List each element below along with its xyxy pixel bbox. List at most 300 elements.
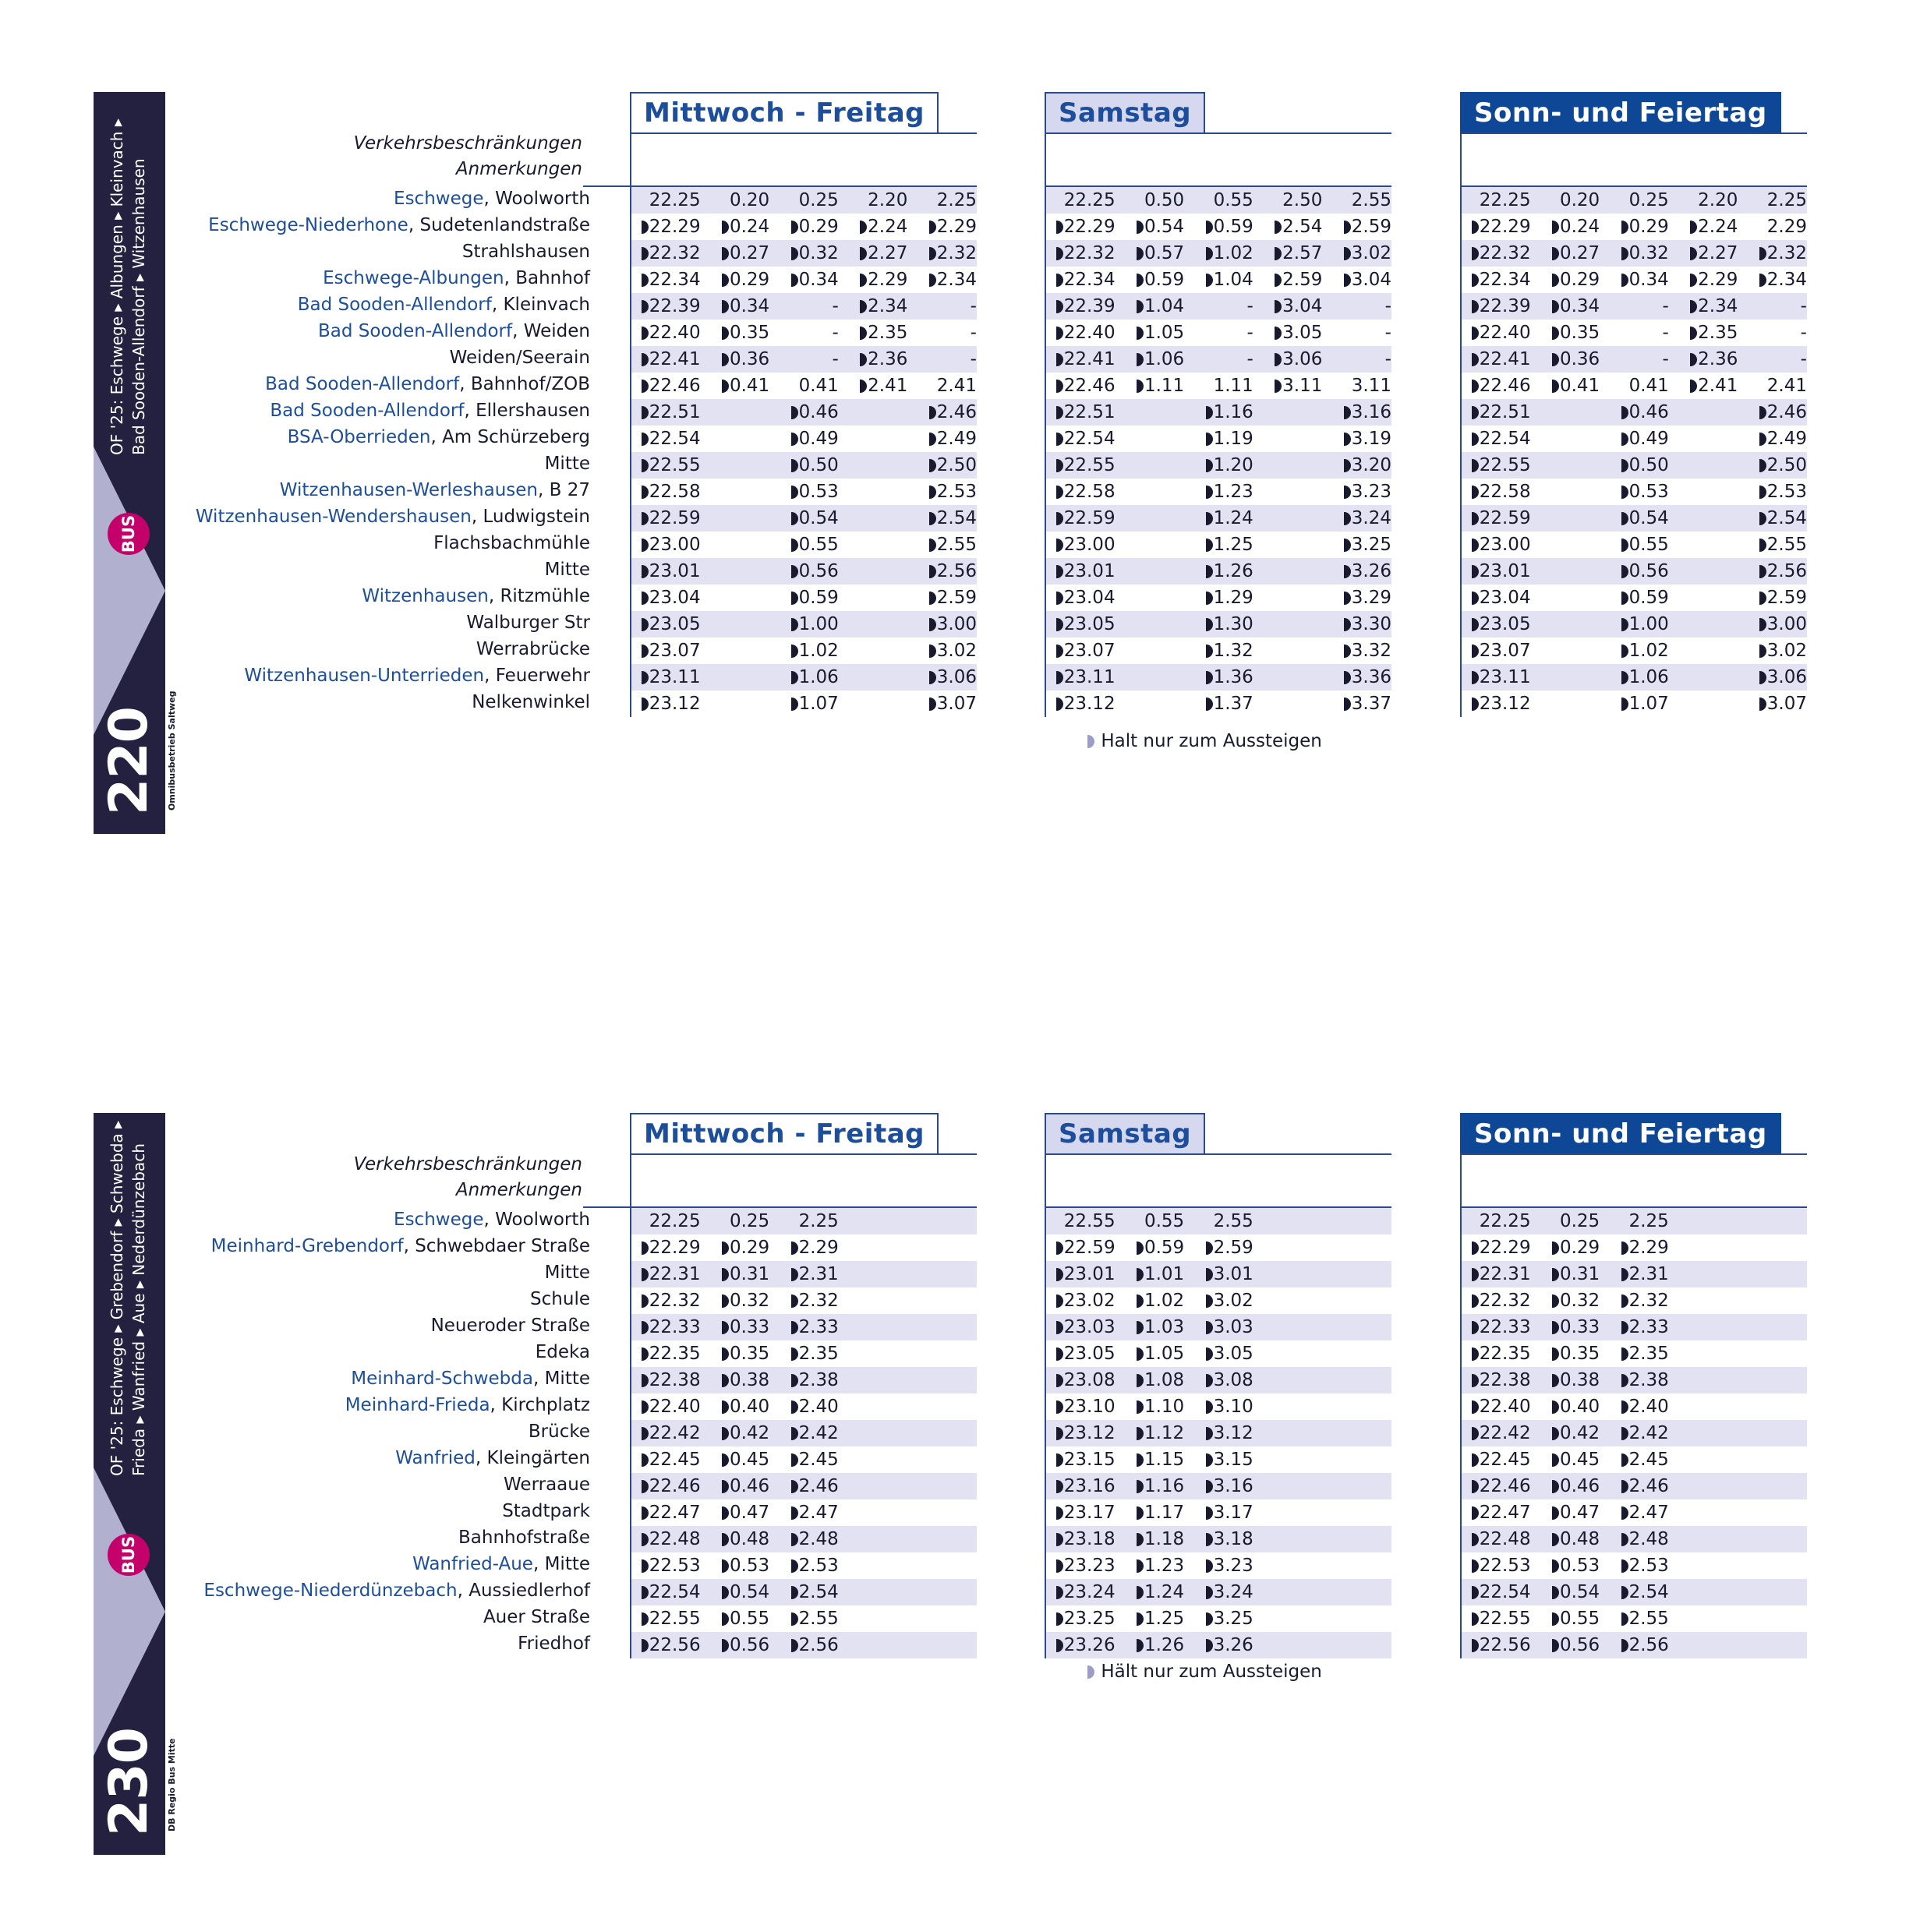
time-cell — [769, 452, 839, 479]
time-cell — [1322, 505, 1391, 532]
time-cell — [839, 426, 908, 452]
time-value: 22.38 — [649, 1370, 701, 1390]
time-value: 2.24 — [868, 217, 908, 237]
time-cell — [631, 1261, 701, 1287]
time-value: 23.07 — [1063, 641, 1116, 661]
time-value: 0.46 — [1559, 1476, 1600, 1496]
half-moon-icon — [1206, 274, 1213, 287]
time-cell — [1253, 585, 1323, 611]
table-row — [1046, 532, 1391, 558]
time-cell — [839, 452, 908, 479]
half-moon-icon — [791, 645, 798, 658]
table-row — [1462, 1287, 1807, 1314]
time-value: 0.34 — [1628, 270, 1669, 290]
time-cell — [701, 1287, 770, 1314]
time-value: 2.59 — [1766, 588, 1807, 608]
time-value: 1.29 — [1213, 588, 1253, 608]
half-moon-icon — [1344, 406, 1351, 419]
time-value: 1.12 — [1144, 1423, 1185, 1443]
half-moon-icon — [1472, 671, 1479, 684]
table-row — [631, 479, 977, 505]
restrictions-label: Verkehrsbeschränkungen — [353, 1154, 582, 1174]
day-type-header: Samstag — [1045, 1113, 1205, 1153]
half-moon-icon — [1759, 592, 1766, 605]
time-value: 23.17 — [1063, 1503, 1116, 1523]
time-cell — [1046, 1420, 1116, 1446]
table-row — [631, 1340, 977, 1367]
stop-place: Brücke — [528, 1422, 590, 1442]
half-moon-icon — [1137, 1586, 1144, 1599]
time-cell — [631, 638, 701, 664]
time-cell — [1116, 1446, 1185, 1473]
time-value: 3.23 — [1351, 482, 1391, 502]
half-moon-icon — [1056, 1347, 1063, 1361]
half-moon-icon — [642, 1241, 649, 1255]
time-cell — [1669, 558, 1738, 585]
time-cell — [1738, 1208, 1807, 1234]
table-row — [631, 373, 977, 399]
bus-label: BUS — [119, 514, 138, 553]
time-cell — [1669, 373, 1738, 399]
stop-name — [0, 371, 590, 397]
stop-place: Am Schürzeberg — [442, 427, 590, 447]
time-cell — [1462, 558, 1531, 585]
time-cell — [1046, 214, 1116, 240]
half-moon-icon — [791, 1480, 798, 1493]
time-cell — [769, 1287, 839, 1314]
half-moon-icon — [1472, 1294, 1479, 1308]
half-moon-icon — [791, 1639, 798, 1652]
time-cell — [907, 293, 977, 320]
time-value: 0.49 — [1628, 429, 1669, 449]
time-cell — [1116, 585, 1185, 611]
time-value: 1.05 — [1144, 323, 1185, 343]
time-cell — [1046, 1499, 1116, 1526]
time-cell — [1738, 479, 1807, 505]
half-moon-icon — [929, 512, 936, 525]
time-cell — [1738, 1446, 1807, 1473]
day-type-header: Sonn- und Feiertag — [1460, 92, 1781, 132]
time-cell — [769, 1234, 839, 1261]
half-moon-icon — [1275, 327, 1282, 340]
time-cell — [1531, 426, 1600, 452]
time-cell — [1531, 346, 1600, 373]
half-moon-icon — [1472, 1586, 1479, 1599]
time-cell — [1253, 638, 1323, 664]
half-moon-icon — [1621, 698, 1628, 711]
stop-name — [0, 583, 590, 609]
time-value: 2.59 — [1213, 1238, 1253, 1258]
time-value: 0.24 — [729, 217, 770, 237]
time-cell — [1046, 611, 1116, 638]
half-moon-icon — [1137, 247, 1144, 260]
table-row — [1046, 1526, 1391, 1552]
time-value: 0.34 — [729, 296, 770, 316]
time-value: 3.02 — [1351, 243, 1391, 263]
half-moon-icon — [722, 221, 729, 234]
timetable-panel — [1045, 92, 1391, 717]
time-cell — [631, 452, 701, 479]
time-cell — [1253, 479, 1323, 505]
half-moon-icon — [791, 1506, 798, 1520]
time-cell — [1253, 1287, 1323, 1314]
time-value: 0.54 — [1559, 1582, 1600, 1602]
time-cell — [1669, 532, 1738, 558]
route-description-1: OF '25: Eschwege ▸ Albungen ▸ Kleinvach ▸ — [108, 118, 126, 455]
time-cell — [1322, 240, 1391, 267]
time-cell — [1669, 1367, 1738, 1393]
half-moon-icon — [1621, 459, 1628, 472]
time-cell — [1046, 558, 1116, 585]
time-value: 3.37 — [1351, 694, 1391, 714]
time-value: 22.42 — [649, 1423, 701, 1443]
timetable-panel — [630, 92, 977, 717]
half-moon-icon — [1056, 618, 1063, 631]
time-cell — [1600, 399, 1669, 426]
stop-place: Ritzmühle — [500, 586, 590, 606]
time-value: 0.34 — [798, 270, 839, 290]
time-value: 22.25 — [1479, 1211, 1531, 1231]
half-moon-icon — [1056, 1268, 1063, 1281]
time-value: 1.20 — [1213, 455, 1253, 475]
time-value: - — [970, 349, 977, 369]
table-row — [631, 1314, 977, 1340]
time-cell — [1462, 1420, 1531, 1446]
time-cell — [1184, 399, 1253, 426]
half-moon-icon — [1137, 1374, 1144, 1387]
time-cell — [1253, 1499, 1323, 1526]
time-cell — [1253, 293, 1323, 320]
time-cell — [701, 293, 770, 320]
time-cell — [1046, 399, 1116, 426]
time-value: 2.38 — [798, 1370, 839, 1390]
time-value: 0.48 — [1559, 1529, 1600, 1549]
half-moon-icon — [929, 486, 936, 499]
time-cell — [1184, 1473, 1253, 1499]
time-cell — [1738, 187, 1807, 214]
time-cell — [769, 1340, 839, 1367]
stop-separator: , — [491, 295, 504, 315]
time-cell — [1738, 1632, 1807, 1658]
stop-place: Ludwigstein — [483, 507, 590, 527]
table-row — [1462, 611, 1807, 638]
time-cell — [1322, 1340, 1391, 1367]
time-cell — [907, 187, 977, 214]
time-cell — [701, 532, 770, 558]
time-cell — [1462, 320, 1531, 346]
time-value: 0.54 — [1144, 217, 1185, 237]
half-moon-icon — [860, 353, 867, 366]
time-cell — [1531, 611, 1600, 638]
time-cell — [907, 214, 977, 240]
time-cell — [1669, 1473, 1738, 1499]
time-cell — [1531, 638, 1600, 664]
time-value: 1.01 — [1144, 1264, 1185, 1284]
time-cell — [631, 187, 701, 214]
time-value: 22.46 — [649, 376, 701, 396]
half-moon-icon — [1137, 1321, 1144, 1334]
time-cell — [769, 1632, 839, 1658]
time-cell — [1738, 532, 1807, 558]
time-cell — [631, 214, 701, 240]
time-cell — [631, 320, 701, 346]
half-moon-icon — [1206, 539, 1213, 552]
time-cell — [1669, 638, 1738, 664]
time-cell — [839, 691, 908, 717]
time-cell — [769, 240, 839, 267]
half-moon-icon — [1206, 221, 1213, 234]
stop-name — [0, 1498, 590, 1524]
time-cell — [701, 267, 770, 293]
time-value: 3.06 — [1766, 667, 1807, 687]
stop-name — [0, 212, 590, 238]
stop-town: Witzenhausen-Werleshausen — [279, 480, 539, 500]
stop-separator: , — [532, 1554, 545, 1574]
stop-place: Werraaue — [504, 1475, 590, 1495]
time-cell — [1738, 1340, 1807, 1367]
time-value: 3.20 — [1351, 455, 1391, 475]
table-row — [1046, 1287, 1391, 1314]
time-cell — [1531, 691, 1600, 717]
time-value: 0.46 — [1628, 402, 1669, 422]
time-cell — [701, 240, 770, 267]
half-moon-icon — [1056, 300, 1063, 313]
table-row — [1046, 267, 1391, 293]
time-cell — [701, 1446, 770, 1473]
time-cell — [769, 691, 839, 717]
time-cell — [1184, 1579, 1253, 1605]
half-moon-icon — [1056, 671, 1063, 684]
header-rule — [583, 1206, 631, 1208]
half-moon-icon — [1552, 327, 1559, 340]
table-row — [1046, 1234, 1391, 1261]
half-moon-icon — [1056, 539, 1063, 552]
half-moon-icon — [1472, 1321, 1479, 1334]
table-row — [1046, 1473, 1391, 1499]
half-moon-icon — [722, 1347, 729, 1361]
time-value: 0.29 — [1559, 1238, 1600, 1258]
half-moon-icon — [791, 671, 798, 684]
time-cell — [1322, 267, 1391, 293]
time-cell — [1184, 267, 1253, 293]
half-moon-icon — [1344, 539, 1351, 552]
table-row — [1462, 585, 1807, 611]
time-value: 3.07 — [936, 694, 977, 714]
time-cell — [1184, 664, 1253, 691]
time-cell — [1669, 664, 1738, 691]
timetable-panel — [630, 1113, 977, 1658]
half-moon-icon — [642, 1586, 649, 1599]
stop-town: Wanfried-Aue — [412, 1554, 533, 1574]
day-tab-row — [630, 92, 977, 134]
time-value: 1.16 — [1213, 402, 1253, 422]
half-moon-icon — [1344, 247, 1351, 260]
timetable-panel — [1460, 1113, 1807, 1658]
stop-town: Eschwege-Niederhone — [208, 215, 408, 235]
stop-place: Strahlshausen — [461, 242, 590, 262]
time-value: 23.04 — [1063, 588, 1116, 608]
time-cell — [1046, 1473, 1116, 1499]
half-moon-icon — [1472, 539, 1479, 552]
time-cell — [701, 479, 770, 505]
time-value: 2.59 — [1282, 270, 1323, 290]
notes-area — [1045, 134, 1391, 185]
time-cell — [839, 1208, 908, 1234]
half-moon-icon — [642, 592, 649, 605]
table-row — [1462, 1446, 1807, 1473]
stop-place: Feuerwehr — [495, 666, 590, 686]
time-cell — [1253, 1420, 1323, 1446]
table-row — [1462, 214, 1807, 240]
half-moon-icon — [929, 433, 936, 446]
table-row — [1046, 346, 1391, 373]
time-value: 22.58 — [1063, 482, 1116, 502]
time-value: 1.00 — [1628, 614, 1669, 634]
half-moon-icon — [1206, 486, 1213, 499]
time-value: 23.07 — [649, 641, 701, 661]
time-cell — [1184, 1234, 1253, 1261]
time-cell — [839, 505, 908, 532]
time-cell — [1600, 293, 1669, 320]
time-cell — [1116, 452, 1185, 479]
stop-separator: , — [459, 374, 471, 394]
time-cell — [1738, 1526, 1807, 1552]
table-row — [1462, 691, 1807, 717]
time-cell — [1116, 1552, 1185, 1579]
time-cell — [839, 1579, 908, 1605]
time-value: 2.55 — [1213, 1211, 1253, 1231]
half-moon-icon — [791, 592, 798, 605]
time-cell — [1462, 1605, 1531, 1632]
table-row — [631, 1261, 977, 1287]
time-value: 2.29 — [1698, 270, 1738, 290]
time-value: 0.29 — [729, 270, 770, 290]
time-cell — [839, 585, 908, 611]
time-cell — [1116, 611, 1185, 638]
time-value: 0.59 — [1144, 1238, 1185, 1258]
half-moon-icon — [791, 698, 798, 711]
half-moon-icon — [1056, 1480, 1063, 1493]
stop-town: Witzenhausen — [362, 586, 489, 606]
time-cell — [1738, 214, 1807, 240]
time-value: 23.04 — [1479, 588, 1531, 608]
time-value: 2.24 — [1698, 217, 1738, 237]
half-moon-icon — [929, 221, 936, 234]
stop-name — [0, 291, 590, 318]
time-cell — [1253, 1605, 1323, 1632]
half-moon-icon — [722, 1427, 729, 1440]
half-moon-icon — [642, 1268, 649, 1281]
stop-name — [0, 609, 590, 636]
half-moon-icon — [1056, 274, 1063, 287]
half-moon-icon — [1056, 1321, 1063, 1334]
half-moon-icon — [791, 1241, 798, 1255]
half-moon-icon — [642, 221, 649, 234]
time-cell — [1116, 1261, 1185, 1287]
time-cell — [1046, 1605, 1116, 1632]
table-row — [1462, 452, 1807, 479]
time-cell — [701, 505, 770, 532]
time-value: 1.19 — [1213, 429, 1253, 449]
time-cell — [631, 1552, 701, 1579]
half-moon-icon — [1552, 1294, 1559, 1308]
half-moon-icon — [791, 1612, 798, 1626]
time-cell — [1600, 373, 1669, 399]
time-cell — [1184, 479, 1253, 505]
time-cell — [1253, 320, 1323, 346]
time-cell — [1738, 1473, 1807, 1499]
stop-name — [0, 477, 590, 503]
time-cell — [701, 320, 770, 346]
table-row — [1046, 1393, 1391, 1420]
time-cell — [1046, 1261, 1116, 1287]
time-cell — [631, 664, 701, 691]
table-row — [1462, 426, 1807, 452]
time-cell — [1116, 1632, 1185, 1658]
half-moon-icon — [1344, 459, 1351, 472]
time-cell — [1669, 1393, 1738, 1420]
time-value: 22.48 — [1479, 1529, 1531, 1549]
time-cell — [631, 373, 701, 399]
half-moon-icon — [722, 1612, 729, 1626]
half-moon-icon — [642, 1612, 649, 1626]
table-row — [1046, 691, 1391, 717]
table-row — [1462, 1579, 1807, 1605]
stop-name — [0, 265, 590, 291]
table-row — [1462, 346, 1807, 373]
time-cell — [1600, 320, 1669, 346]
half-moon-icon — [722, 300, 729, 313]
time-cell — [907, 1499, 977, 1526]
time-value: 1.04 — [1213, 270, 1253, 290]
half-moon-icon — [1690, 274, 1697, 287]
time-value: 1.08 — [1144, 1370, 1185, 1390]
time-value: 2.48 — [798, 1529, 839, 1549]
time-value: - — [1246, 323, 1253, 343]
time-value: 0.50 — [798, 455, 839, 475]
time-value: - — [1800, 323, 1807, 343]
time-cell — [1600, 1314, 1669, 1340]
time-value: 22.46 — [649, 1476, 701, 1496]
time-value: 0.57 — [1144, 243, 1185, 263]
table-row — [1046, 1446, 1391, 1473]
time-cell — [1046, 585, 1116, 611]
time-value: 22.48 — [649, 1529, 701, 1549]
table-row — [1462, 505, 1807, 532]
time-value: 22.55 — [1063, 1211, 1116, 1231]
time-value: 0.27 — [729, 243, 770, 263]
time-cell — [1738, 452, 1807, 479]
time-cell — [1253, 1526, 1323, 1552]
half-moon-icon — [642, 1639, 649, 1652]
time-cell — [1531, 1632, 1600, 1658]
time-cell — [1600, 1605, 1669, 1632]
half-moon-icon — [1621, 671, 1628, 684]
time-cell — [1322, 452, 1391, 479]
time-value: 23.04 — [649, 588, 701, 608]
time-value: 23.01 — [1479, 561, 1531, 581]
stop-name — [0, 1418, 590, 1445]
time-cell — [907, 1579, 977, 1605]
half-moon-icon — [642, 353, 649, 366]
time-cell — [701, 664, 770, 691]
time-cell — [1669, 214, 1738, 240]
day-tab-row — [630, 1113, 977, 1155]
time-value: 22.40 — [1063, 323, 1116, 343]
time-value: - — [970, 296, 977, 316]
half-moon-icon — [1056, 698, 1063, 711]
half-moon-icon — [1759, 645, 1766, 658]
